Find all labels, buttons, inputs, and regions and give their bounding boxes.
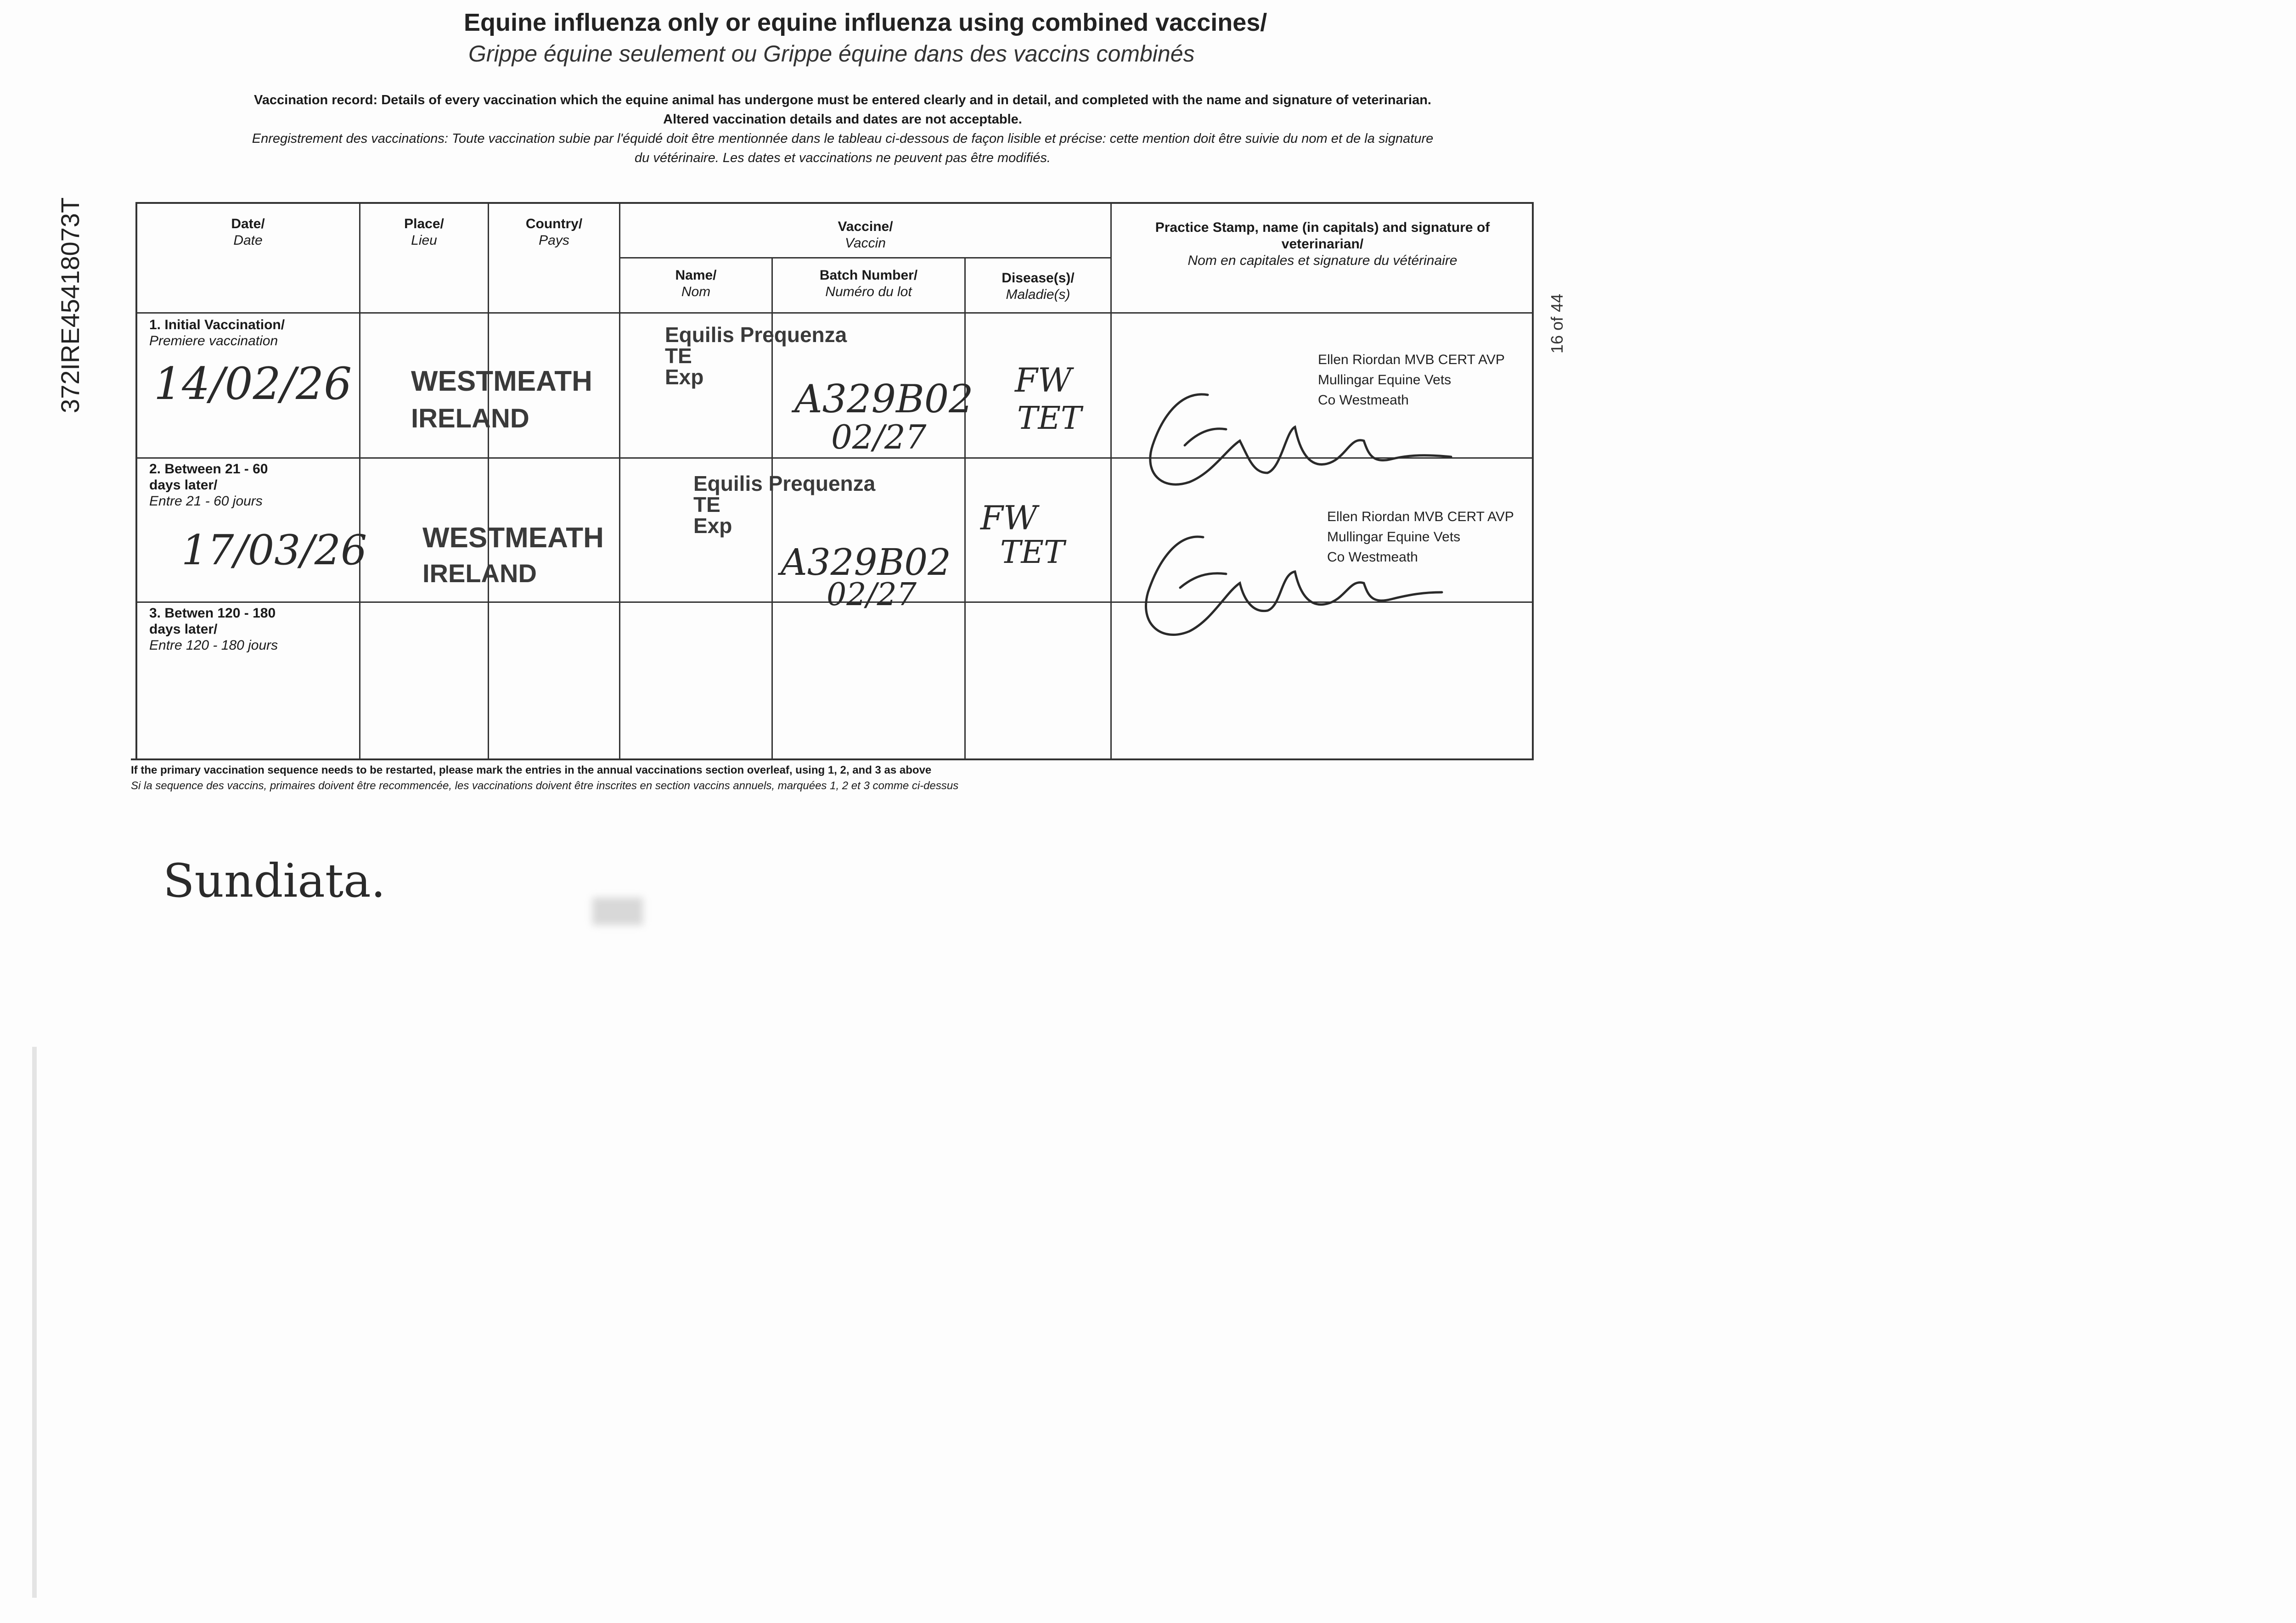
header-vaccine: Vaccine/ Vaccin [838, 219, 893, 251]
row1-country: IRELAND [411, 404, 529, 433]
row1-vet-signature [1134, 376, 1456, 505]
page-number: 16 of 44 [1548, 293, 1566, 354]
row2-disease: FW [980, 499, 1037, 537]
instructions-en-warning: Altered vaccination details and dates are not acceptable. [663, 112, 1022, 127]
scan-smudge [592, 898, 643, 925]
row2-date: 17/03/26 [181, 526, 367, 574]
header-place: Place/ Lieu [404, 216, 444, 248]
header-country: Country/ Pays [525, 216, 583, 248]
row1-date: 14/02/26 [154, 358, 352, 410]
footnote-fr: Si la sequence des vaccins, primaires doivent être recommencée, les vaccinations doivent être inscrites en section vaccins annuels, marquées 1, 2 et 3 comme ci-dessus [131, 780, 959, 792]
header-date: Date/ Date [231, 216, 265, 248]
row1-vaccine-name: Equilis Prequenza TE Exp [665, 323, 847, 389]
row-label-initial: 1. Initial Vaccination/ Premiere vaccination [149, 317, 285, 348]
row2-batch-expiry: 02/27 [827, 577, 917, 613]
scan-edge-shadow [32, 1047, 37, 1598]
passport-id: 372IRE45418073T [56, 197, 84, 413]
instructions-fr-cont: du vétérinaire. Les dates et vaccinations ne peuvent pas être modifiés. [635, 151, 1051, 165]
row2-vet-stamp: Ellen Riordan MVB CERT AVP Mullingar Equine Vets Co Westmeath [1327, 509, 1514, 565]
instructions-en: Vaccination record: Details of every vaccination which the equine animal has undergone must be entered clearly and in detail, and completed with the name and signature of veterinarian. [254, 93, 1431, 107]
row-label-third: 3. Betwen 120 - 180 days later/ Entre 120 - 180 jours [149, 606, 278, 653]
header-vaccine-name: Name/ Nom [675, 268, 717, 299]
row1-vet-stamp: Ellen Riordan MVB CERT AVP Mullingar Equine Vets Co Westmeath [1318, 352, 1505, 408]
row2-batch-number: A329B02 [781, 541, 951, 584]
row2-vet-signature [1125, 519, 1446, 652]
row2-country: IRELAND [422, 559, 537, 588]
row1-batch-number: A329B02 [794, 376, 974, 421]
header-batch-number: Batch Number/ Numéro du lot [819, 268, 918, 299]
footnote-en: If the primary vaccination sequence needs to be restarted, please mark the entries in the annual vaccinations section overleaf, using 1, 2, and 3 as above [131, 764, 932, 776]
row-label-second: 2. Between 21 - 60 days later/ Entre 21 - 60 jours [149, 461, 268, 509]
header-disease: Disease(s)/ Maladie(s) [1002, 270, 1075, 302]
row2-disease-2: TET [1000, 534, 1065, 571]
form-title-fr: Grippe équine seulement ou Grippe équine dans des vaccins combinés [468, 41, 1195, 67]
instructions-fr: Enregistrement des vaccinations: Toute vaccination subie par l'équidé doit être mentionnée dans le tableau ci-dessous de façon lisible et précise: cette mention doit être suivie du nom et de la signature [252, 131, 1434, 146]
form-title-en: Equine influenza only or equine influenza using combined vaccines/ [464, 9, 1267, 36]
row1-disease-2: TET [1017, 400, 1082, 437]
row1-batch-expiry: 02/27 [831, 418, 927, 456]
row2-place: WESTMEATH [422, 522, 604, 554]
row1-disease: FW [1015, 361, 1072, 399]
handwritten-horse-name: Sundiata. [163, 854, 386, 908]
row1-place: WESTMEATH [411, 365, 592, 397]
row2-vaccine-name: Equilis Prequenza TE Exp [693, 472, 876, 538]
header-practice-stamp: Practice Stamp, name (in capitals) and signature of veterinarian/ Nom en capitales et signature du vétérinaire [1155, 220, 1490, 268]
